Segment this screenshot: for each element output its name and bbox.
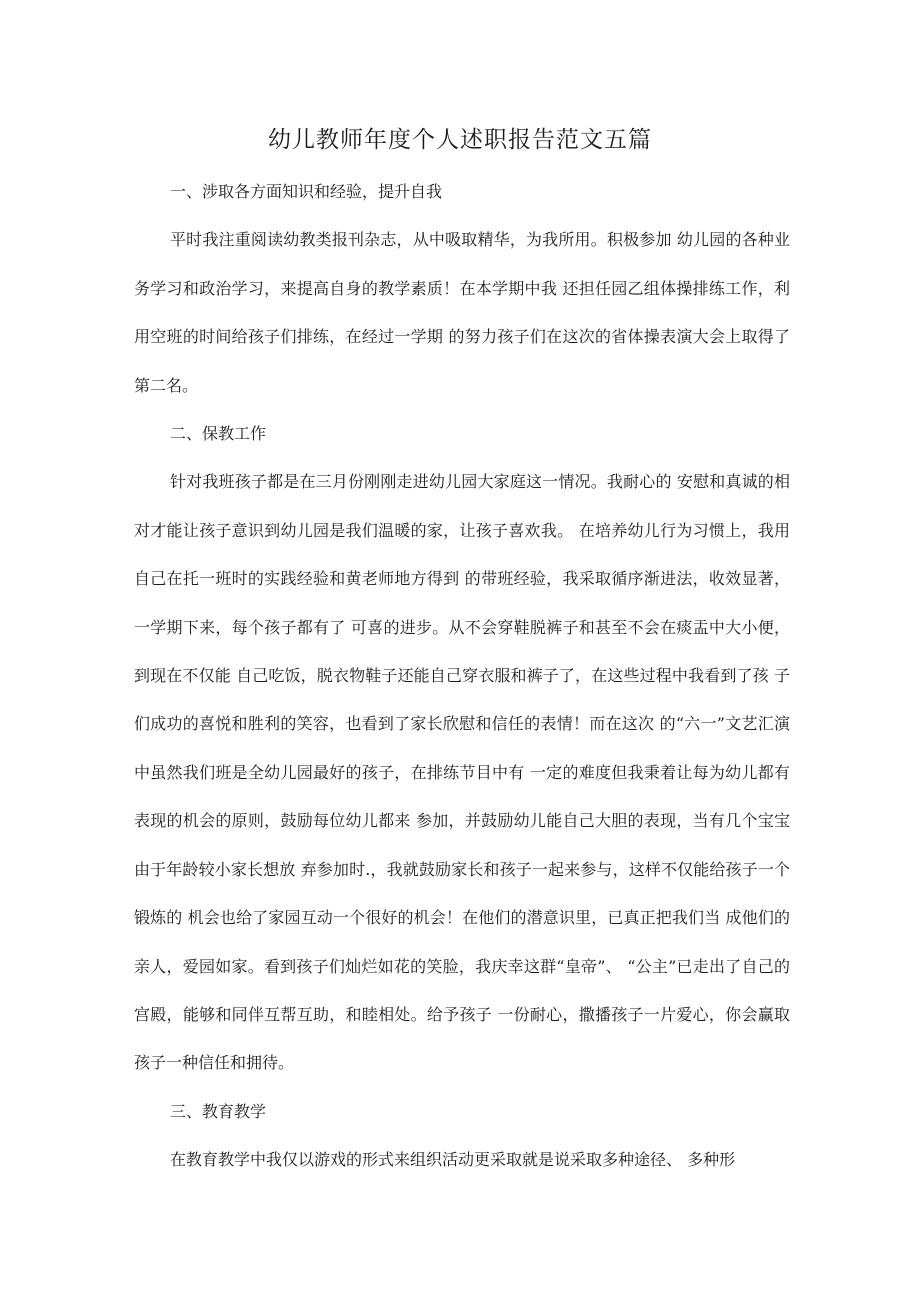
paragraph-1: 平时我注重阅读幼教类报刊杂志，从中吸取精华，为我所用。积极参加 幼儿园的各种业务学习和政治学习，来提高自身的教学素质！在本学期中我 还担任园乙组体操排练工作，利用空班的时间给孩子们排练，在经过一学期 的努力孩子们在这次的省体操表演大会上取得了第二名。: [134, 230, 790, 395]
paragraph-2: 针对我班孩子都是在三月份刚刚走进幼儿园大家庭这一情况。我耐心的 安慰和真诚的相对才能让孩子意识到幼儿园是我们温暖的家，让孩子喜欢我。 在培养幼儿行为习惯上，我用自己在托一班时的实践经验和黄老师地方得到 的带班经验，我采取循序渐进法，收效显著，一学期下来，每个孩子都有了 可喜的进步。从不会穿鞋脱裤子和甚至不会在痰盂中大小便，到现在不仅能 自己吃饭，脱衣物鞋子还能自己穿衣服和裤子了，在这些过程中我看到了孩 子们成功的喜悦和胜利的笑容，也看到了家长欣慰和信任的表情！而在这次 的“六一”文艺汇演中虽然我们班是全幼儿园最好的孩子，在排练节目中有 一定的难度但我秉着让每为幼儿都有表现的机会的原则，鼓励每位幼儿都来 参加，并鼓励幼儿能自己大胆的表现，当有几个宝宝由于年龄较小家长想放 弃参加时.，我就鼓励家长和孩子一起来参与，这样不仅能给孩子一个锻炼的 机会也给了家园互动一个很好的机会！在他们的潜意识里，已真正把我们当 成他们的亲人，爱园如家。看到孩子们灿烂如花的笑脸，我庆幸这群“皇帝”、 “公主”已走出了自己的宫殿，能够和同伴互帮互助，和睦相处。给予孩子 一份耐心，撒播孩子一片爱心，你会赢取孩子一种信任和拥待。: [134, 472, 790, 1073]
section-heading-2: 二、保教工作: [170, 424, 267, 444]
section-heading-3: 三、教育教学: [170, 1101, 267, 1121]
document-body: [134, 168, 790, 1185]
section-heading-1: 一、涉取各方面知识和经验，提升自我: [170, 182, 443, 201]
document-title: 幼儿教师年度个人述职报告范文五篇: [268, 127, 652, 153]
paragraph-3: 在教育教学中我仅以游戏的形式来组织活动更采取就是说采取多种途径、 多种形: [170, 1150, 736, 1170]
